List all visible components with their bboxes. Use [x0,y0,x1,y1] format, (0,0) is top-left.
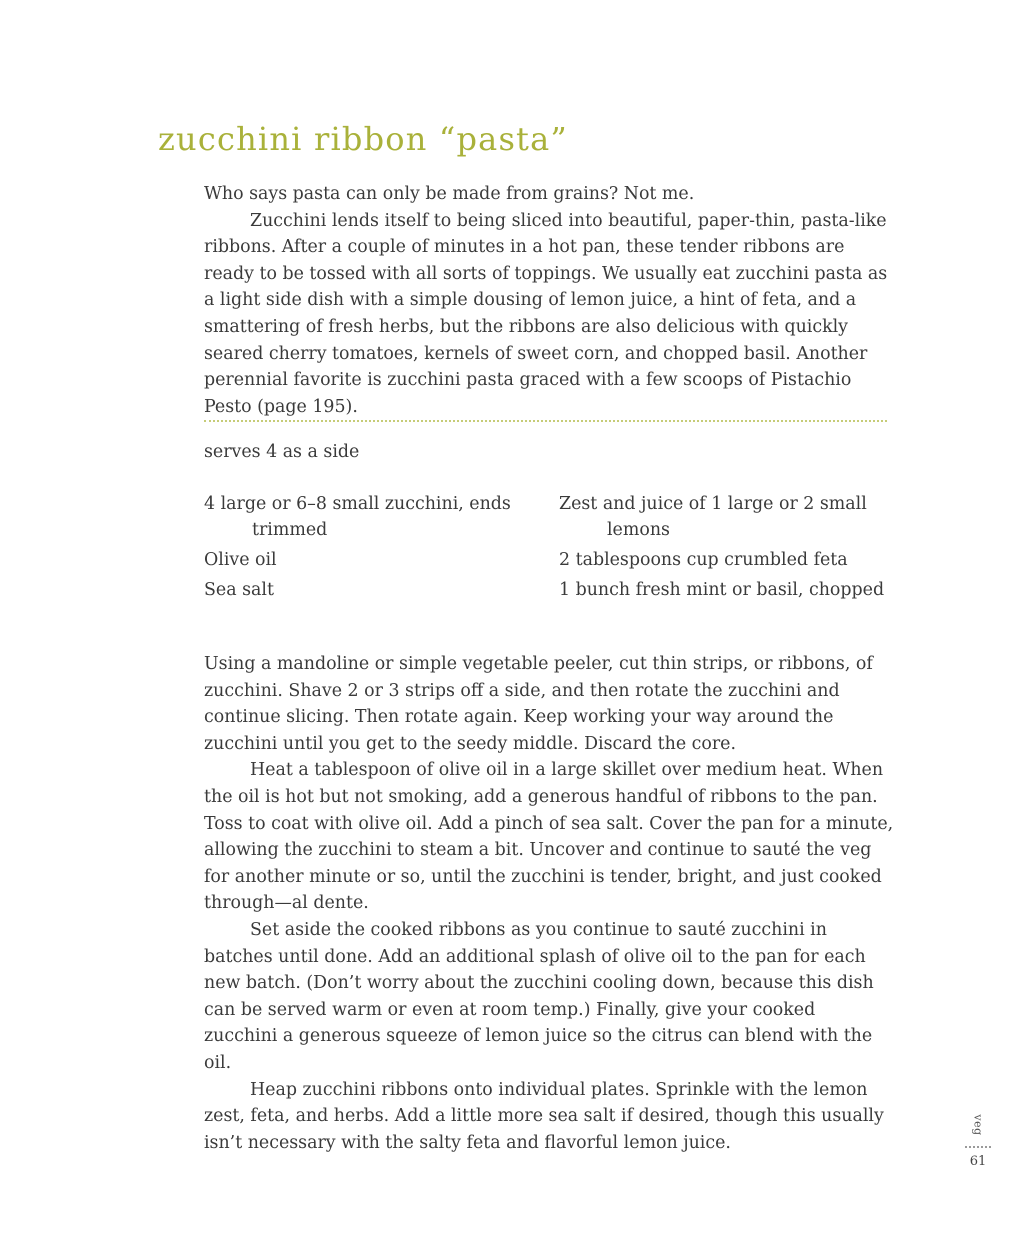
section-label-wrapper [958,1110,998,1140]
folio-divider [965,1146,991,1148]
page-number: 61 [969,1154,987,1169]
intro-paragraph: Zucchini lends itself to being sliced into beautiful, paper-thin, pasta-like ribbons. After a couple of minutes in a hot pan, these tender ribbons are ready to be tossed with all sorts of toppings. We usually eat zucchini pasta as a light side dish with a simple dousing of lemon juice, a hint of feta, and a smattering of fresh herbs, but the ribbons are also delicious with quickly seared cherry tomatoes, kernels of sweet corn, and chopped basil. Another perennial favorite is zucchini pasta graced with a few scoops of Pistachio Pesto (page 195). [204,210,888,417]
method-paragraph: Set aside the cooked ribbons as you continue to sauté zucchini in batches until done. Add an additional splash of olive oil to the pan for each new batch. (Don’t worry about the zucchini cooling down, because this dish can be served warm or even at room temp.) Finally, give your cooked zucchini a generous squeeze of lemon juice so the citrus can blend with the oil. [204,919,874,1073]
recipe-intro [204,181,894,420]
page-folio [958,1110,998,1169]
ingredient-item: Olive oil [204,550,277,570]
method-paragraph: Heap zucchini ribbons onto individual plates. Sprinkle with the lemon zest, feta, and herbs. Add a little more sea salt if desired, though this usually isn’t necessary with the salty feta and flavorful lemon juice. [204,1079,884,1153]
method-paragraph: Heat a tablespoon of olive oil in a large skillet over medium heat. When the oil is hot but not smoking, add a generous handful of ribbons to the pan. Toss to coat with olive oil. Add a pinch of sea salt. Cover the pan for a minute, allowing the zucchini to steam a bit. Uncover and continue to sauté the veg for another minute or so, until the zucchini is tender, bright, and just cooked through—al dente. [204,760,894,914]
ingredient-item: Sea salt [204,580,274,600]
ingredient-item: Zest and juice of 1 large or 2 small lemons [559,494,867,540]
ingredients-right-column [559,491,899,607]
dotted-divider [204,420,887,422]
serves-line: serves 4 as a side [204,442,360,462]
section-label: veg [971,1114,985,1136]
recipe-title: zucchini ribbon “pasta” [158,120,568,158]
recipe-method [204,651,894,1156]
ingredient-item: 2 tablespoons cup crumbled feta [559,550,848,570]
method-paragraph: Using a mandoline or simple vegetable peeler, cut thin strips, or ribbons, of zucchini. Shave 2 or 3 strips off a side, and then rotate the zucchini and continue slicing. Then rotate again. Keep working your way around the zucchini until you get to the seedy middle. Discard the core. [204,654,873,754]
intro-paragraph: Who says pasta can only be made from grains? Not me. [204,184,695,204]
ingredient-item: 4 large or 6–8 small zucchini, ends trimmed [204,494,511,540]
ingredient-item: 1 bunch fresh mint or basil, chopped [559,580,885,600]
ingredients-left-column [204,491,524,607]
